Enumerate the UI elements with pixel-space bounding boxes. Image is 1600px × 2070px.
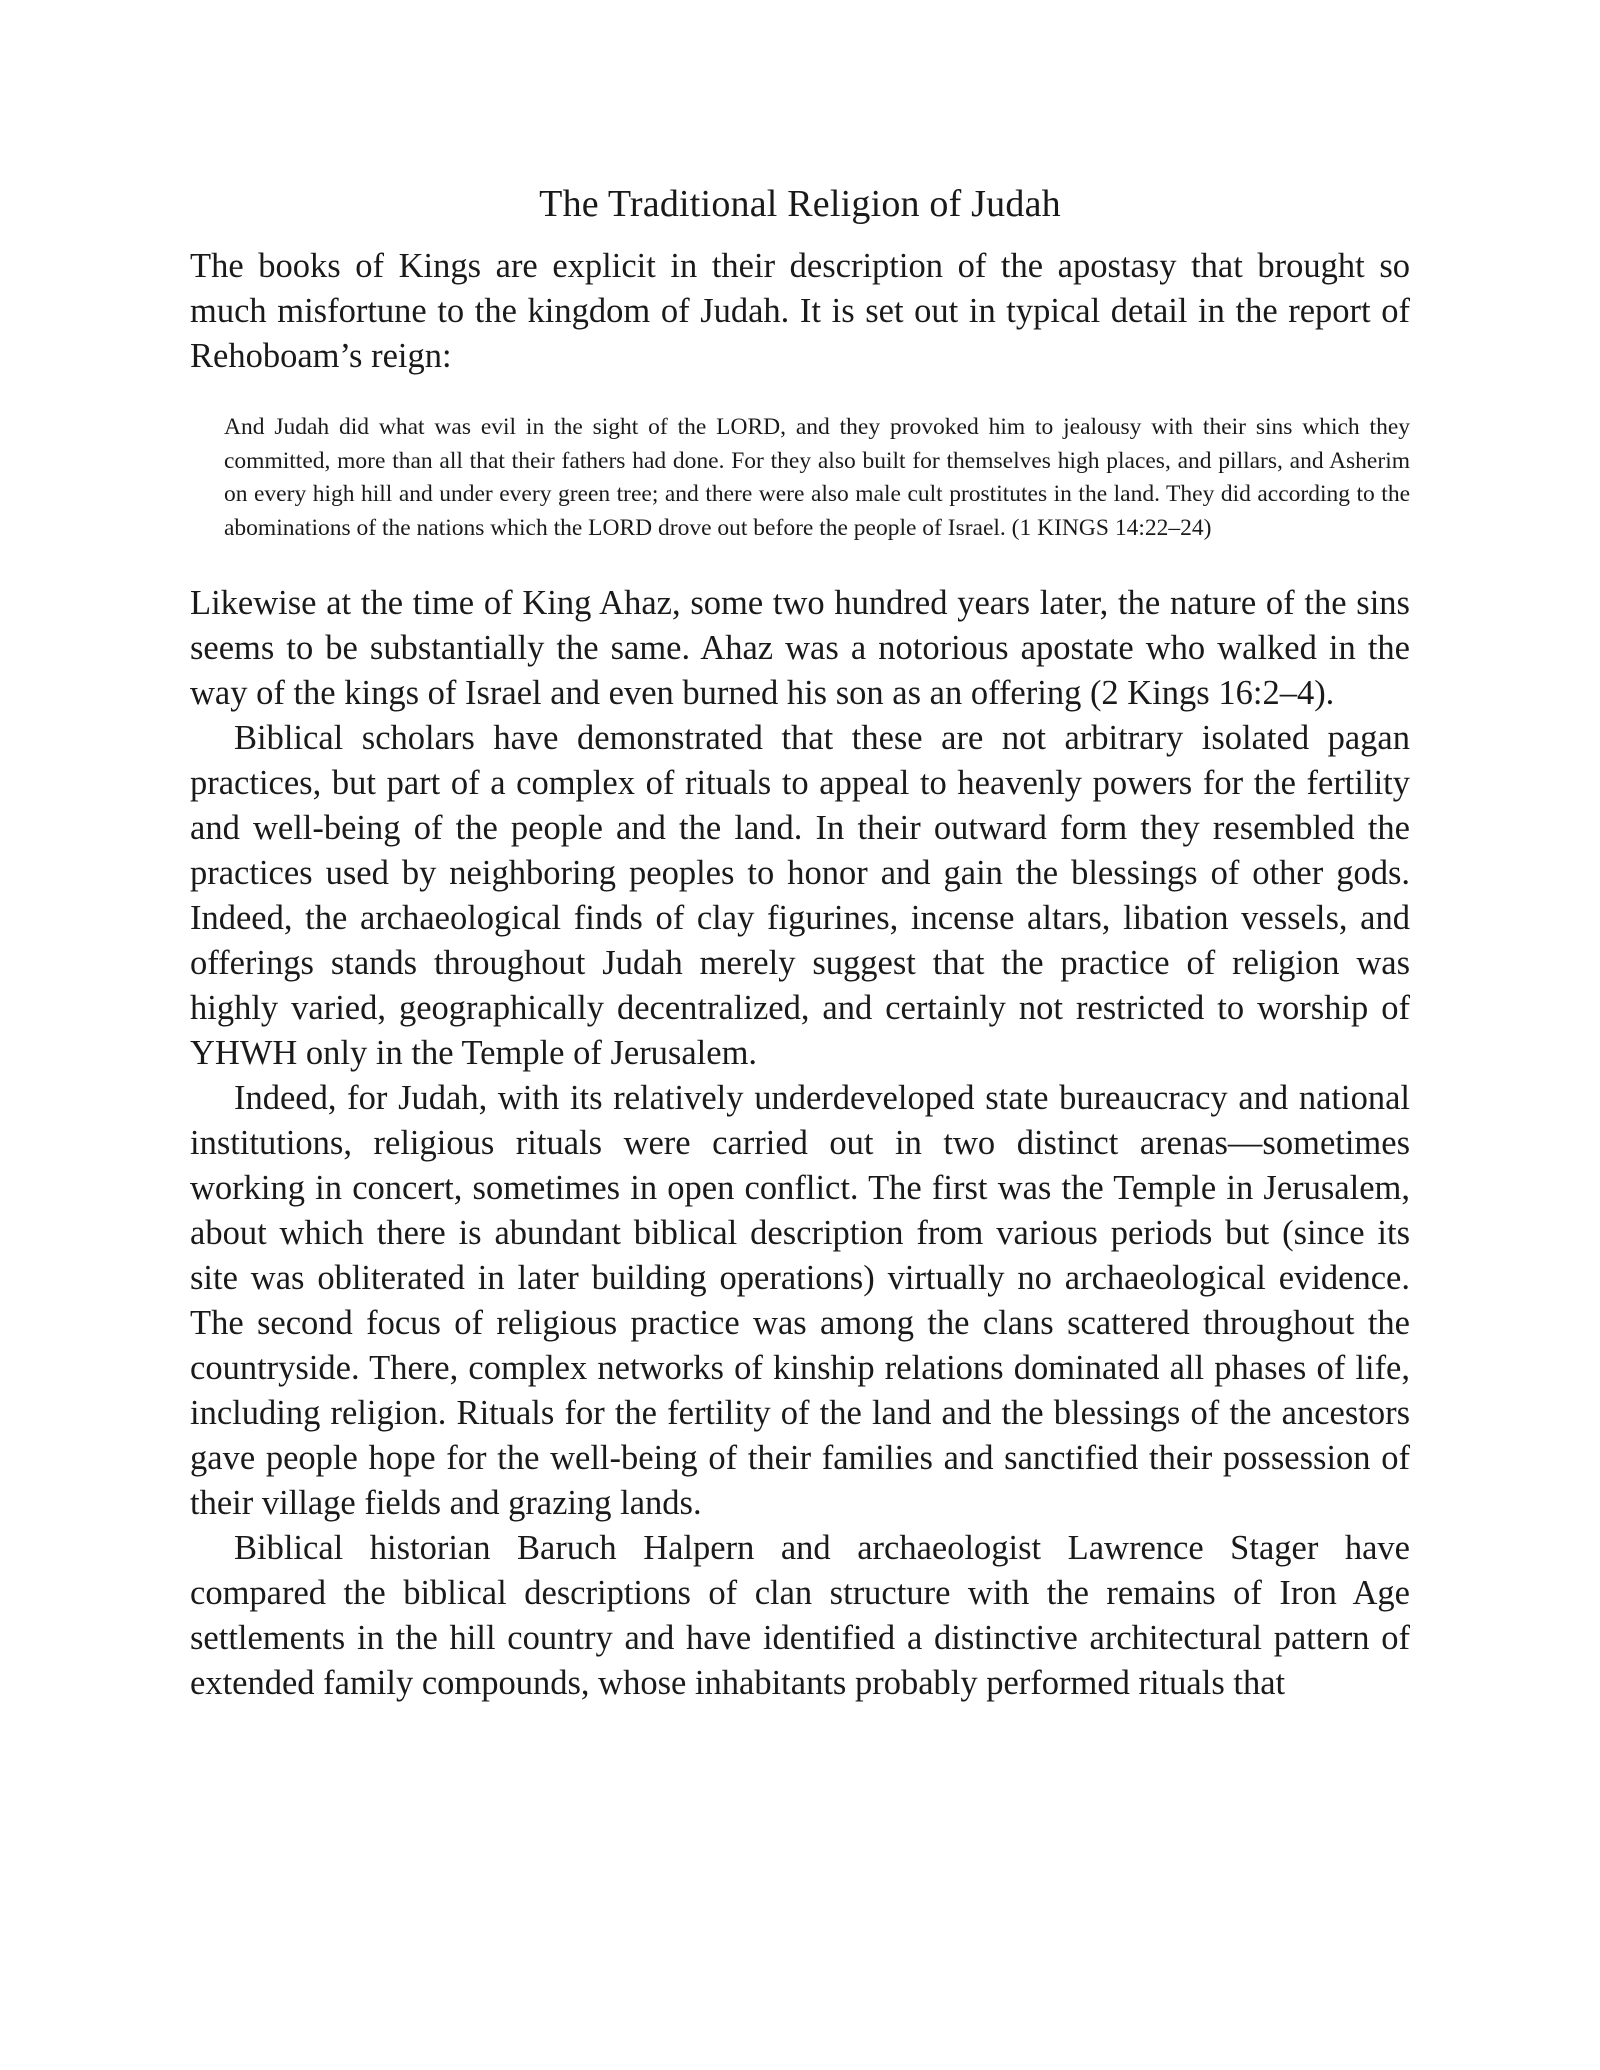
paragraph-intro: The books of Kings are explicit in their description of the apostasy that brought so much misfortune to the kingdom of Judah. It is set out in typical detail in the report of Rehoboam’s reign: xyxy=(190,247,1410,375)
chapter-title: The Traditional Religion of Judah xyxy=(539,183,1061,225)
book-page xyxy=(190,180,1410,1706)
scripture-quote: And Judah did what was evil in the sight of the LORD, and they provoked him to jealousy with their sins which they committed, more than all that their fathers had done. For they also built for themselves high places, and pillars, and Asherim on every high hill and under every green tree; and there were also male cult prostitutes in the land. They did according to the abominations of the nations which the LORD drove out before the people of Israel. (1 KINGS 14:22–24) xyxy=(224,414,1410,541)
paragraph-ahaz: Likewise at the time of King Ahaz, some two hundred years later, the nature of the sins seems to be substantially the same. Ahaz was a notorious apostate who walked in the way of the kings of Israel and even burned his son as an offering (2 Kings 16:2–4). xyxy=(190,584,1410,712)
paragraph-two-arenas: Indeed, for Judah, with its relatively underdeveloped state bureaucracy and national institutions, religious rituals were carried out in two distinct arenas—sometimes working in concert, sometimes in open conflict. The first was the Temple in Jerusalem, about which there is abundant biblical description from various periods but (since its site was obliterated in later building operations) virtually no archaeological evidence. The second focus of religious practice was among the clans scattered throughout the countryside. There, complex networks of kinship relations dominated all phases of life, including religion. Rituals for the fertility of the land and the blessings of the ancestors gave people hope for the well-being of their families and sanctified their possession of their village fields and grazing lands. xyxy=(190,1079,1410,1522)
paragraph-halpern-stager: Biblical historian Baruch Halpern and archaeologist Lawrence Stager have compared the biblical descriptions of clan structure with the remains of Iron Age settlements in the hill country and have identified a distinctive architectural pattern of extended family compounds, whose inhabitants probably performed rituals that xyxy=(190,1529,1410,1702)
paragraph-scholars: Biblical scholars have demonstrated that these are not arbitrary isolated pagan practices, but part of a complex of rituals to appeal to heavenly powers for the fertility and well-being of the people and the land. In their outward form they resembled the practices used by neighboring peoples to honor and gain the blessings of other gods. Indeed, the archaeological finds of clay figurines, incense altars, libation vessels, and offerings stands throughout Judah merely suggest that the practice of religion was highly varied, geographically decentralized, and certainly not restricted to worship of YHWH only in the Temple of Jerusalem. xyxy=(190,719,1410,1072)
